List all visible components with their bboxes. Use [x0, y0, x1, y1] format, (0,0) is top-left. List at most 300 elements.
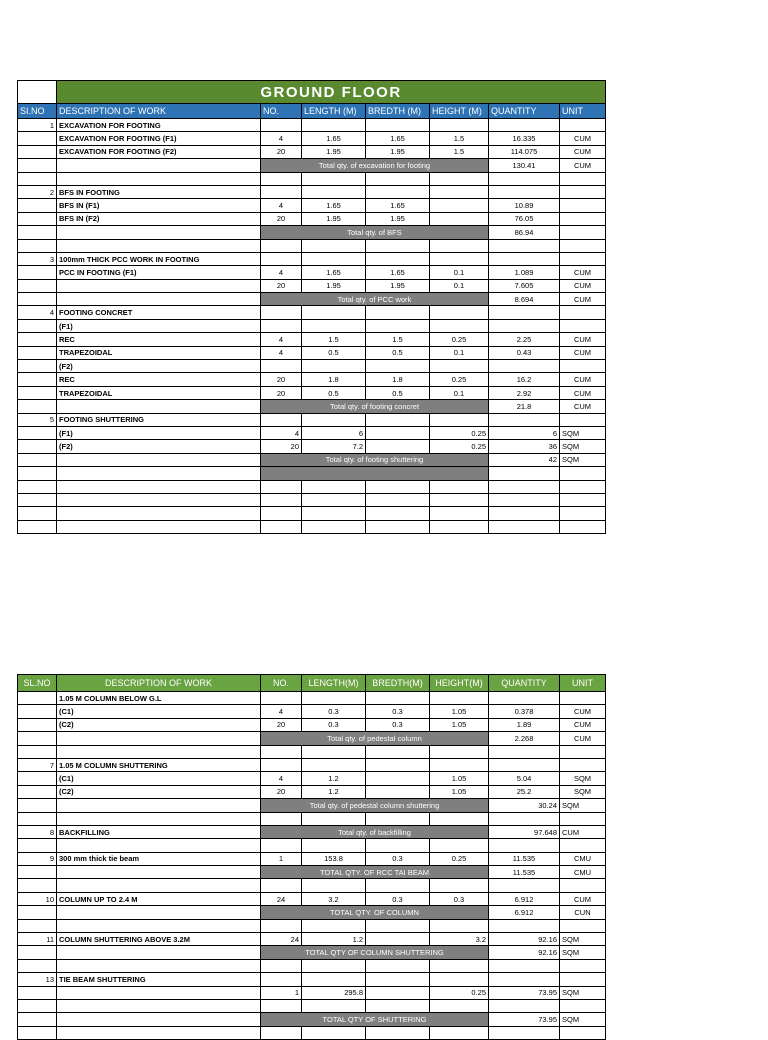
cell-height [430, 413, 489, 426]
cell-height: 1.05 [430, 785, 489, 798]
cell-height [430, 839, 489, 852]
cell-length: 1.2 [302, 772, 366, 785]
table-row [18, 413, 606, 426]
cell-height: 0.25 [430, 986, 489, 999]
cell-slno [18, 386, 57, 399]
cell-length: 1.95 [302, 279, 366, 292]
cell-no: 20 [261, 373, 302, 386]
table-row [18, 279, 606, 292]
cell-slno [18, 453, 57, 466]
cell-quantity: 1.089 [489, 266, 560, 279]
cell-no [261, 1026, 302, 1039]
cell-slno [18, 493, 57, 506]
cell-no: 20 [261, 386, 302, 399]
cell-height [430, 999, 489, 1012]
cell-description [57, 226, 261, 239]
cell-description: TRAPEZOIDAL [57, 346, 261, 359]
cell-length: 0.3 [302, 705, 366, 718]
cell-quantity: 25.2 [489, 785, 560, 798]
cell-length [302, 692, 366, 705]
cell-description [57, 866, 261, 879]
table-row [18, 333, 606, 346]
cell-unit: CUM [560, 732, 606, 745]
total-row [18, 799, 606, 812]
cell-bredth [366, 758, 430, 771]
cell-bredth [366, 413, 430, 426]
table-row [18, 758, 606, 771]
cell-length [302, 172, 366, 185]
cell-unit: SQM [560, 986, 606, 999]
cell-no: 4 [261, 705, 302, 718]
total-row [18, 453, 606, 466]
cell-no: 1 [261, 852, 302, 865]
cell-length [302, 758, 366, 771]
cell-unit [560, 758, 606, 771]
cell-length: 3.2 [302, 892, 366, 905]
cell-quantity [489, 252, 560, 265]
table-row [18, 973, 606, 986]
col-header-unit: UNIT [560, 104, 606, 119]
cell-length [302, 973, 366, 986]
table-row [18, 440, 606, 453]
cell-bredth [366, 933, 430, 946]
cell-length [302, 306, 366, 319]
cell-bredth [366, 986, 430, 999]
cell-quantity: 10.89 [489, 199, 560, 212]
cell-quantity: 16.2 [489, 373, 560, 386]
cell-slno: 11 [18, 933, 57, 946]
cell-height [430, 119, 489, 132]
cell-description [57, 159, 261, 172]
cell-height: 0.1 [430, 266, 489, 279]
foundation-works-table [17, 674, 606, 1040]
cell-no [261, 745, 302, 758]
cell-length [302, 999, 366, 1012]
cell-bredth [366, 239, 430, 252]
cell-unit: CUM [560, 346, 606, 359]
total-row [18, 732, 606, 745]
cell-slno [18, 812, 57, 825]
cell-quantity [489, 467, 560, 480]
cell-length [302, 839, 366, 852]
header-row [18, 675, 606, 692]
cell-description: TRAPEZOIDAL [57, 386, 261, 399]
cell-no [261, 493, 302, 506]
cell-quantity: 2.92 [489, 386, 560, 399]
cell-length [302, 239, 366, 252]
cell-description: 100mm THICK PCC WORK IN FOOTING [57, 252, 261, 265]
cell-bredth [366, 119, 430, 132]
cell-description [57, 239, 261, 252]
cell-bredth: 1.95 [366, 212, 430, 225]
cell-slno [18, 999, 57, 1012]
cell-length [302, 745, 366, 758]
title-row [18, 81, 606, 104]
cell-bredth [366, 319, 430, 332]
table-row [18, 507, 606, 520]
cell-no [261, 758, 302, 771]
cell-no: 24 [261, 892, 302, 905]
cell-no [261, 239, 302, 252]
cell-no: 20 [261, 212, 302, 225]
table-row [18, 172, 606, 185]
table-row [18, 879, 606, 892]
cell-slno [18, 426, 57, 439]
cell-quantity: 114.075 [489, 145, 560, 158]
cell-description: (C2) [57, 718, 261, 731]
cell-unit [560, 879, 606, 892]
cell-height [430, 185, 489, 198]
cell-no [261, 413, 302, 426]
cell-length [302, 1026, 366, 1039]
cell-description: (C1) [57, 772, 261, 785]
cell-bredth [366, 879, 430, 892]
cell-height: 0.25 [430, 852, 489, 865]
cell-length: 1.65 [302, 199, 366, 212]
cell-unit: CUM [560, 132, 606, 145]
cell-no [261, 959, 302, 972]
table-row [18, 480, 606, 493]
cell-unit [560, 839, 606, 852]
cell-slno [18, 172, 57, 185]
col-header-description: DESCRIPTION OF WORK [57, 675, 261, 692]
cell-description [57, 799, 261, 812]
cell-height [430, 306, 489, 319]
cell-height: 3.2 [430, 933, 489, 946]
cell-description [57, 732, 261, 745]
cell-bredth [366, 426, 430, 439]
cell-quantity [489, 493, 560, 506]
col-header-no: NO. [261, 675, 302, 692]
cell-quantity [489, 973, 560, 986]
cell-length: 153.8 [302, 852, 366, 865]
cell-quantity [489, 520, 560, 533]
cell-height: 0.1 [430, 386, 489, 399]
cell-quantity: 0.378 [489, 705, 560, 718]
cell-unit: CUM [560, 159, 606, 172]
cell-description [57, 279, 261, 292]
cell-bredth: 1.95 [366, 279, 430, 292]
table-title: GROUND FLOOR [57, 81, 606, 104]
col-header-no: NO. [261, 104, 302, 119]
cell-no [261, 692, 302, 705]
cell-unit: CUM [560, 892, 606, 905]
cell-unit: SQM [560, 785, 606, 798]
cell-description [57, 480, 261, 493]
cell-no: 4 [261, 333, 302, 346]
cell-unit [560, 507, 606, 520]
cell-unit: CUM [560, 400, 606, 413]
cell-quantity: 21.8 [489, 400, 560, 413]
cell-length: 1.2 [302, 785, 366, 798]
cell-unit: CUM [560, 718, 606, 731]
total-label: Total qty. of pedestal column [261, 732, 489, 745]
cell-height [430, 172, 489, 185]
cell-bredth [366, 480, 430, 493]
cell-quantity: 92.16 [489, 933, 560, 946]
cell-quantity: 7.605 [489, 279, 560, 292]
col-header-slno: SL.NO [18, 675, 57, 692]
cell-slno: 5 [18, 413, 57, 426]
cell-length [302, 252, 366, 265]
cell-quantity [489, 839, 560, 852]
cell-unit: CUM [560, 386, 606, 399]
cell-quantity: 16.335 [489, 132, 560, 145]
cell-bredth: 0.3 [366, 892, 430, 905]
cell-quantity: 6.912 [489, 892, 560, 905]
cell-slno: 8 [18, 825, 57, 838]
cell-bredth [366, 812, 430, 825]
cell-unit [560, 745, 606, 758]
cell-length: 6 [302, 426, 366, 439]
cell-unit: CUM [560, 373, 606, 386]
col-header-quantity: QUANTITY [489, 675, 560, 692]
cell-slno [18, 919, 57, 932]
cell-bredth: 1.95 [366, 145, 430, 158]
cell-unit: CMU [560, 866, 606, 879]
cell-unit [560, 212, 606, 225]
cell-bredth: 1.65 [366, 266, 430, 279]
cell-height: 0.25 [430, 373, 489, 386]
cell-quantity: 42 [489, 453, 560, 466]
cell-unit: CUN [560, 906, 606, 919]
cell-slno [18, 839, 57, 852]
cell-height [430, 239, 489, 252]
cell-quantity: 2.268 [489, 732, 560, 745]
cell-quantity: 36 [489, 440, 560, 453]
cell-quantity: 73.95 [489, 1013, 560, 1026]
cell-description: BFS IN (F2) [57, 212, 261, 225]
cell-description [57, 172, 261, 185]
cell-unit: SQM [560, 946, 606, 959]
cell-description: REC [57, 333, 261, 346]
cell-unit [560, 252, 606, 265]
cell-slno [18, 959, 57, 972]
cell-slno [18, 293, 57, 306]
cell-unit: CUM [560, 825, 606, 838]
cell-no [261, 172, 302, 185]
total-label: Total qty. of PCC work [261, 293, 489, 306]
col-header-length: LENGTH (M) [302, 104, 366, 119]
cell-no [261, 812, 302, 825]
cell-quantity: 5.04 [489, 772, 560, 785]
cell-no: 20 [261, 279, 302, 292]
table-row [18, 360, 606, 373]
cell-slno [18, 718, 57, 731]
cell-unit [560, 319, 606, 332]
cell-unit: CUM [560, 333, 606, 346]
cell-no: 24 [261, 933, 302, 946]
cell-bredth [366, 959, 430, 972]
total-label: TOTAL QTY OF COLUMN SHUTTERING [261, 946, 489, 959]
cell-height [430, 758, 489, 771]
table-row [18, 306, 606, 319]
cell-height [430, 480, 489, 493]
cell-height [430, 919, 489, 932]
cell-quantity: 11.535 [489, 852, 560, 865]
cell-slno [18, 692, 57, 705]
col-header-slno: SI.NO [18, 104, 57, 119]
cell-description [57, 493, 261, 506]
cell-height: 0.25 [430, 440, 489, 453]
cell-height [430, 199, 489, 212]
cell-no [261, 480, 302, 493]
cell-bredth [366, 772, 430, 785]
cell-bredth: 1.8 [366, 373, 430, 386]
cell-unit [560, 973, 606, 986]
cell-quantity: 0.43 [489, 346, 560, 359]
cell-length: 295.8 [302, 986, 366, 999]
total-row [18, 226, 606, 239]
cell-length [302, 413, 366, 426]
cell-slno [18, 333, 57, 346]
cell-bredth [366, 839, 430, 852]
cell-description: EXCAVATION FOR FOOTING [57, 119, 261, 132]
cell-unit: CUM [560, 279, 606, 292]
cell-slno [18, 507, 57, 520]
cell-height: 0.1 [430, 279, 489, 292]
cell-quantity: 30.24 [489, 799, 560, 812]
cell-description [57, 959, 261, 972]
cell-unit [560, 306, 606, 319]
col-header-unit: UNIT [560, 675, 606, 692]
cell-bredth: 1.5 [366, 333, 430, 346]
total-label: Total qty. of BFS [261, 226, 489, 239]
cell-slno [18, 772, 57, 785]
cell-bredth: 0.3 [366, 852, 430, 865]
cell-quantity [489, 172, 560, 185]
table-row [18, 959, 606, 972]
cell-quantity: 97.648 [489, 825, 560, 838]
cell-unit [560, 239, 606, 252]
cell-bredth [366, 493, 430, 506]
cell-slno [18, 1026, 57, 1039]
cell-unit [560, 185, 606, 198]
cell-slno [18, 199, 57, 212]
cell-length: 7.2 [302, 440, 366, 453]
cell-description [57, 812, 261, 825]
table-row [18, 239, 606, 252]
cell-bredth: 0.3 [366, 705, 430, 718]
cell-slno [18, 373, 57, 386]
cell-slno [18, 906, 57, 919]
table-row [18, 933, 606, 946]
cell-unit [560, 692, 606, 705]
cell-quantity [489, 507, 560, 520]
cell-bredth [366, 172, 430, 185]
total-label: Total qty. of backfilling [261, 825, 489, 838]
cell-slno [18, 745, 57, 758]
cell-no: 4 [261, 199, 302, 212]
table-row [18, 745, 606, 758]
cell-quantity [489, 185, 560, 198]
cell-no [261, 999, 302, 1012]
cell-length [302, 919, 366, 932]
cell-length: 1.65 [302, 266, 366, 279]
cell-description: 1.05 M COLUMN BELOW G.L [57, 692, 261, 705]
cell-slno [18, 480, 57, 493]
table-row [18, 785, 606, 798]
cell-length [302, 507, 366, 520]
cell-no [261, 252, 302, 265]
cell-length: 1.2 [302, 933, 366, 946]
cell-description [57, 1026, 261, 1039]
corner-cell [18, 81, 57, 104]
cell-description [57, 520, 261, 533]
cell-no [261, 973, 302, 986]
cell-slno [18, 266, 57, 279]
cell-quantity: 6.912 [489, 906, 560, 919]
total-row [18, 467, 606, 480]
cell-slno [18, 705, 57, 718]
cell-bredth [366, 999, 430, 1012]
cell-unit [560, 1026, 606, 1039]
cell-description: EXCAVATION FOR FOOTING (F1) [57, 132, 261, 145]
table-row [18, 145, 606, 158]
cell-unit: SQM [560, 799, 606, 812]
cell-height [430, 1026, 489, 1039]
cell-quantity [489, 745, 560, 758]
cell-slno: 10 [18, 892, 57, 905]
cell-slno [18, 785, 57, 798]
cell-slno [18, 732, 57, 745]
cell-description: 300 mm thick tie beam [57, 852, 261, 865]
cell-description: (F2) [57, 440, 261, 453]
cell-slno [18, 279, 57, 292]
table-row [18, 319, 606, 332]
cell-description [57, 879, 261, 892]
cell-length [302, 480, 366, 493]
cell-height [430, 692, 489, 705]
cell-length [302, 360, 366, 373]
cell-quantity: 11.535 [489, 866, 560, 879]
cell-unit: SQM [560, 440, 606, 453]
cell-slno [18, 319, 57, 332]
cell-slno [18, 986, 57, 999]
total-row [18, 159, 606, 172]
cell-bredth [366, 507, 430, 520]
ground-floor-table [17, 80, 606, 534]
cell-length [302, 520, 366, 533]
cell-description: (F1) [57, 426, 261, 439]
cell-no [261, 360, 302, 373]
cell-description: BFS IN (F1) [57, 199, 261, 212]
total-row [18, 1013, 606, 1026]
cell-description: 1.05 M COLUMN SHUTTERING [57, 758, 261, 771]
cell-bredth: 1.65 [366, 199, 430, 212]
table-row [18, 199, 606, 212]
col-header-length: LENGTH(M) [302, 675, 366, 692]
table-row [18, 212, 606, 225]
cell-bredth [366, 692, 430, 705]
table-row [18, 132, 606, 145]
cell-no: 4 [261, 266, 302, 279]
cell-no [261, 919, 302, 932]
cell-description [57, 467, 261, 480]
total-label: Total qty. of pedestal column shuttering [261, 799, 489, 812]
table-row [18, 266, 606, 279]
total-row [18, 866, 606, 879]
total-row [18, 906, 606, 919]
cell-bredth: 0.3 [366, 718, 430, 731]
cell-no [261, 507, 302, 520]
cell-description: FOOTING SHUTTERING [57, 413, 261, 426]
cell-height [430, 507, 489, 520]
cell-unit: CUM [560, 266, 606, 279]
cell-bredth [366, 360, 430, 373]
cell-slno [18, 946, 57, 959]
cell-height: 0.3 [430, 892, 489, 905]
